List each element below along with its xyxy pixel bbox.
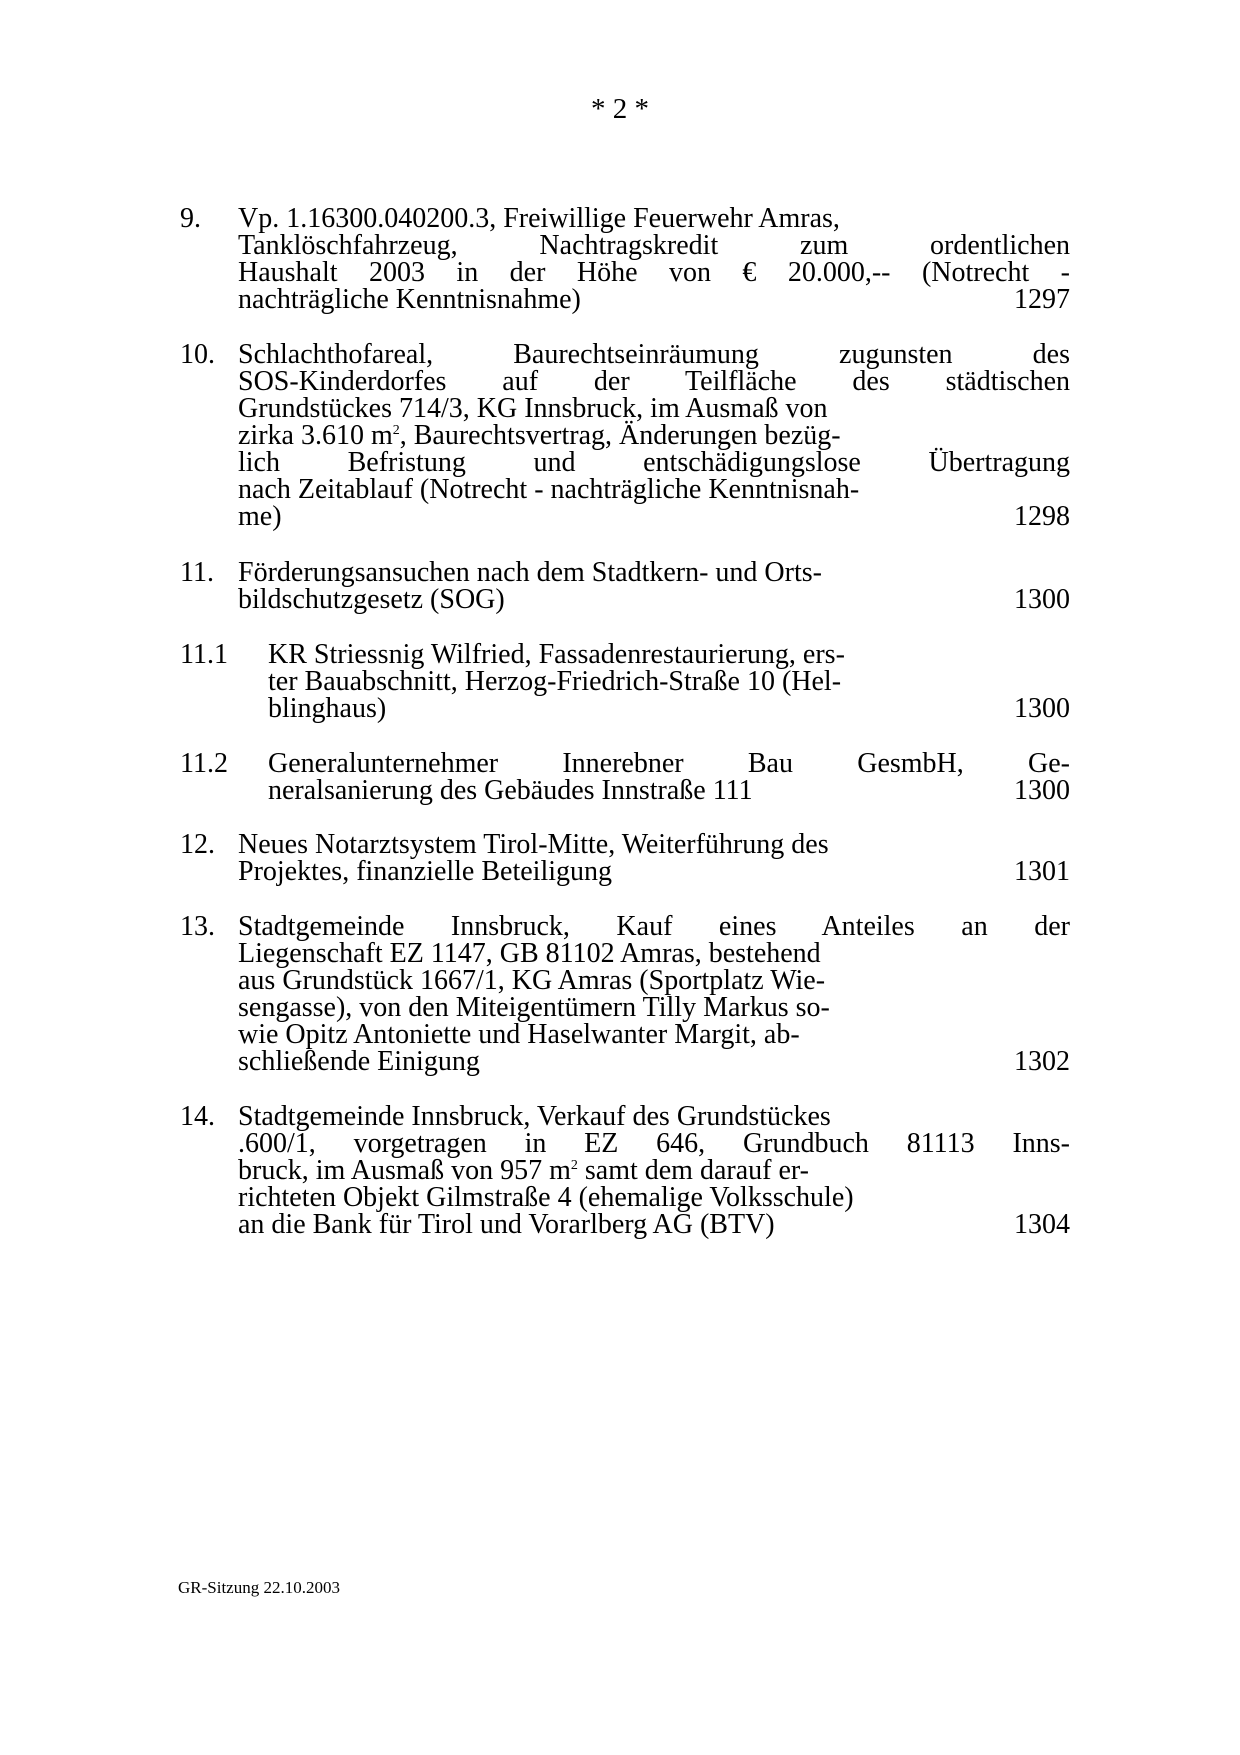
item-text xyxy=(238,831,1070,885)
item-line: Tanklöschfahrzeug, Nachtragskredit zum ordentlichen xyxy=(238,230,1070,261)
agenda-item xyxy=(180,341,1070,557)
item-line: nachträgliche Kenntnisnahme) xyxy=(238,284,581,315)
item-text xyxy=(268,641,1070,722)
item-number: 10. xyxy=(180,339,215,370)
item-line: nach Zeitablauf (Notrecht - nachträgliche Kenntnisnah- xyxy=(238,474,860,505)
item-line: wie Opitz Antoniette und Haselwanter Margit, ab- xyxy=(238,1019,800,1050)
item-line-part: samt dem darauf er- xyxy=(577,1155,809,1186)
item-text xyxy=(238,913,1070,1075)
agenda-item xyxy=(180,913,1070,1075)
item-line xyxy=(238,1157,1070,1184)
item-line: richteten Objekt Gilmstraße 4 (ehemalige Volksschule) xyxy=(238,1182,854,1213)
agenda-subitem xyxy=(180,750,1070,804)
item-line: KR Striessnig Wilfried, Fassadenrestaurierung, ers- xyxy=(268,639,845,670)
agenda-item xyxy=(180,205,1070,313)
item-line: an die Bank für Tirol und Vorarlberg AG (BTV) xyxy=(238,1209,775,1240)
item-text xyxy=(238,1103,1070,1238)
item-line-part: bruck, im Ausmaß von 957 m xyxy=(238,1155,571,1186)
item-text xyxy=(238,559,1070,613)
agenda-subitem xyxy=(180,641,1070,722)
item-line: Haushalt 2003 in der Höhe von € 20.000,-- (Notrecht - xyxy=(238,257,1070,288)
item-line: Generalunternehmer Innerebner Bau GesmbH, Ge- xyxy=(268,748,1070,779)
item-number: 11.1 xyxy=(180,639,228,670)
item-text xyxy=(238,205,1070,313)
page-marker: * 2 * xyxy=(591,93,649,125)
item-line: sengasse), von den Miteigentümern Tilly Markus so- xyxy=(238,992,830,1023)
item-line: Projektes, finanzielle Beteiligung xyxy=(238,856,613,887)
page-reference: 1297 xyxy=(1014,284,1070,315)
item-number: 9. xyxy=(180,203,201,234)
agenda-item xyxy=(180,831,1070,885)
page-reference: 1300 xyxy=(1014,775,1070,806)
item-line xyxy=(238,422,1070,449)
item-line: lich Befristung und entschädigungslose Übertragung xyxy=(238,447,1070,478)
page-reference: 1301 xyxy=(1014,856,1070,887)
item-line: me) xyxy=(238,501,282,532)
item-line: Förderungsansuchen nach dem Stadtkern- und Orts- xyxy=(238,557,822,588)
item-line: Schlachthofareal, Baurechtseinräumung zugunsten des xyxy=(238,339,1070,370)
item-text xyxy=(268,750,1070,804)
item-line: aus Grundstück 1667/1, KG Amras (Sportplatz Wie- xyxy=(238,965,826,996)
item-line: .600/1, vorgetragen in EZ 646, Grundbuch 81113 Inns- xyxy=(238,1128,1070,1159)
item-number: 14. xyxy=(180,1101,215,1132)
page-reference: 1298 xyxy=(1014,501,1070,532)
item-line: Grundstückes 714/3, KG Innsbruck, im Ausmaß von xyxy=(238,393,828,424)
item-line: SOS-Kinderdorfes auf der Teilfläche des städtischen xyxy=(238,366,1070,397)
agenda-item xyxy=(180,559,1070,613)
superscript: 2 xyxy=(570,1158,578,1173)
item-line: blinghaus) xyxy=(268,693,387,724)
superscript: 2 xyxy=(392,423,400,438)
item-line: Neues Notarztsystem Tirol-Mitte, Weiterführung des xyxy=(238,829,829,860)
item-number: 12. xyxy=(180,829,215,860)
item-line: ter Bauabschnitt, Herzog-Friedrich-Straße 10 (Hel- xyxy=(268,666,842,697)
item-line: Stadtgemeinde Innsbruck, Verkauf des Grundstückes xyxy=(238,1101,831,1132)
footer-session-date: GR-Sitzung 22.10.2003 xyxy=(178,1578,340,1597)
item-number: 13. xyxy=(180,911,215,942)
page-reference: 1300 xyxy=(1014,584,1070,615)
item-number: 11.2 xyxy=(180,748,228,779)
page-reference: 1302 xyxy=(1014,1046,1070,1077)
item-line: Vp. 1.16300.040200.3, Freiwillige Feuerwehr Amras, xyxy=(238,203,840,234)
item-line: Liegenschaft EZ 1147, GB 81102 Amras, bestehend xyxy=(238,938,821,969)
page-reference: 1304 xyxy=(1014,1209,1070,1240)
item-line: bildschutzgesetz (SOG) xyxy=(238,584,505,615)
item-line-part: , Baurechtsvertrag, Änderungen bezüg- xyxy=(399,420,841,451)
agenda-item xyxy=(180,1103,1070,1238)
item-text xyxy=(238,341,1070,530)
page-reference: 1300 xyxy=(1014,693,1070,724)
item-line: neralsanierung des Gebäudes Innstraße 111 xyxy=(268,775,753,806)
item-line: schließende Einigung xyxy=(238,1046,480,1077)
item-line-part: zirka 3.610 m xyxy=(238,420,393,451)
item-number: 11. xyxy=(180,557,214,588)
item-line: Stadtgemeinde Innsbruck, Kauf eines Anteiles an der xyxy=(238,911,1070,942)
